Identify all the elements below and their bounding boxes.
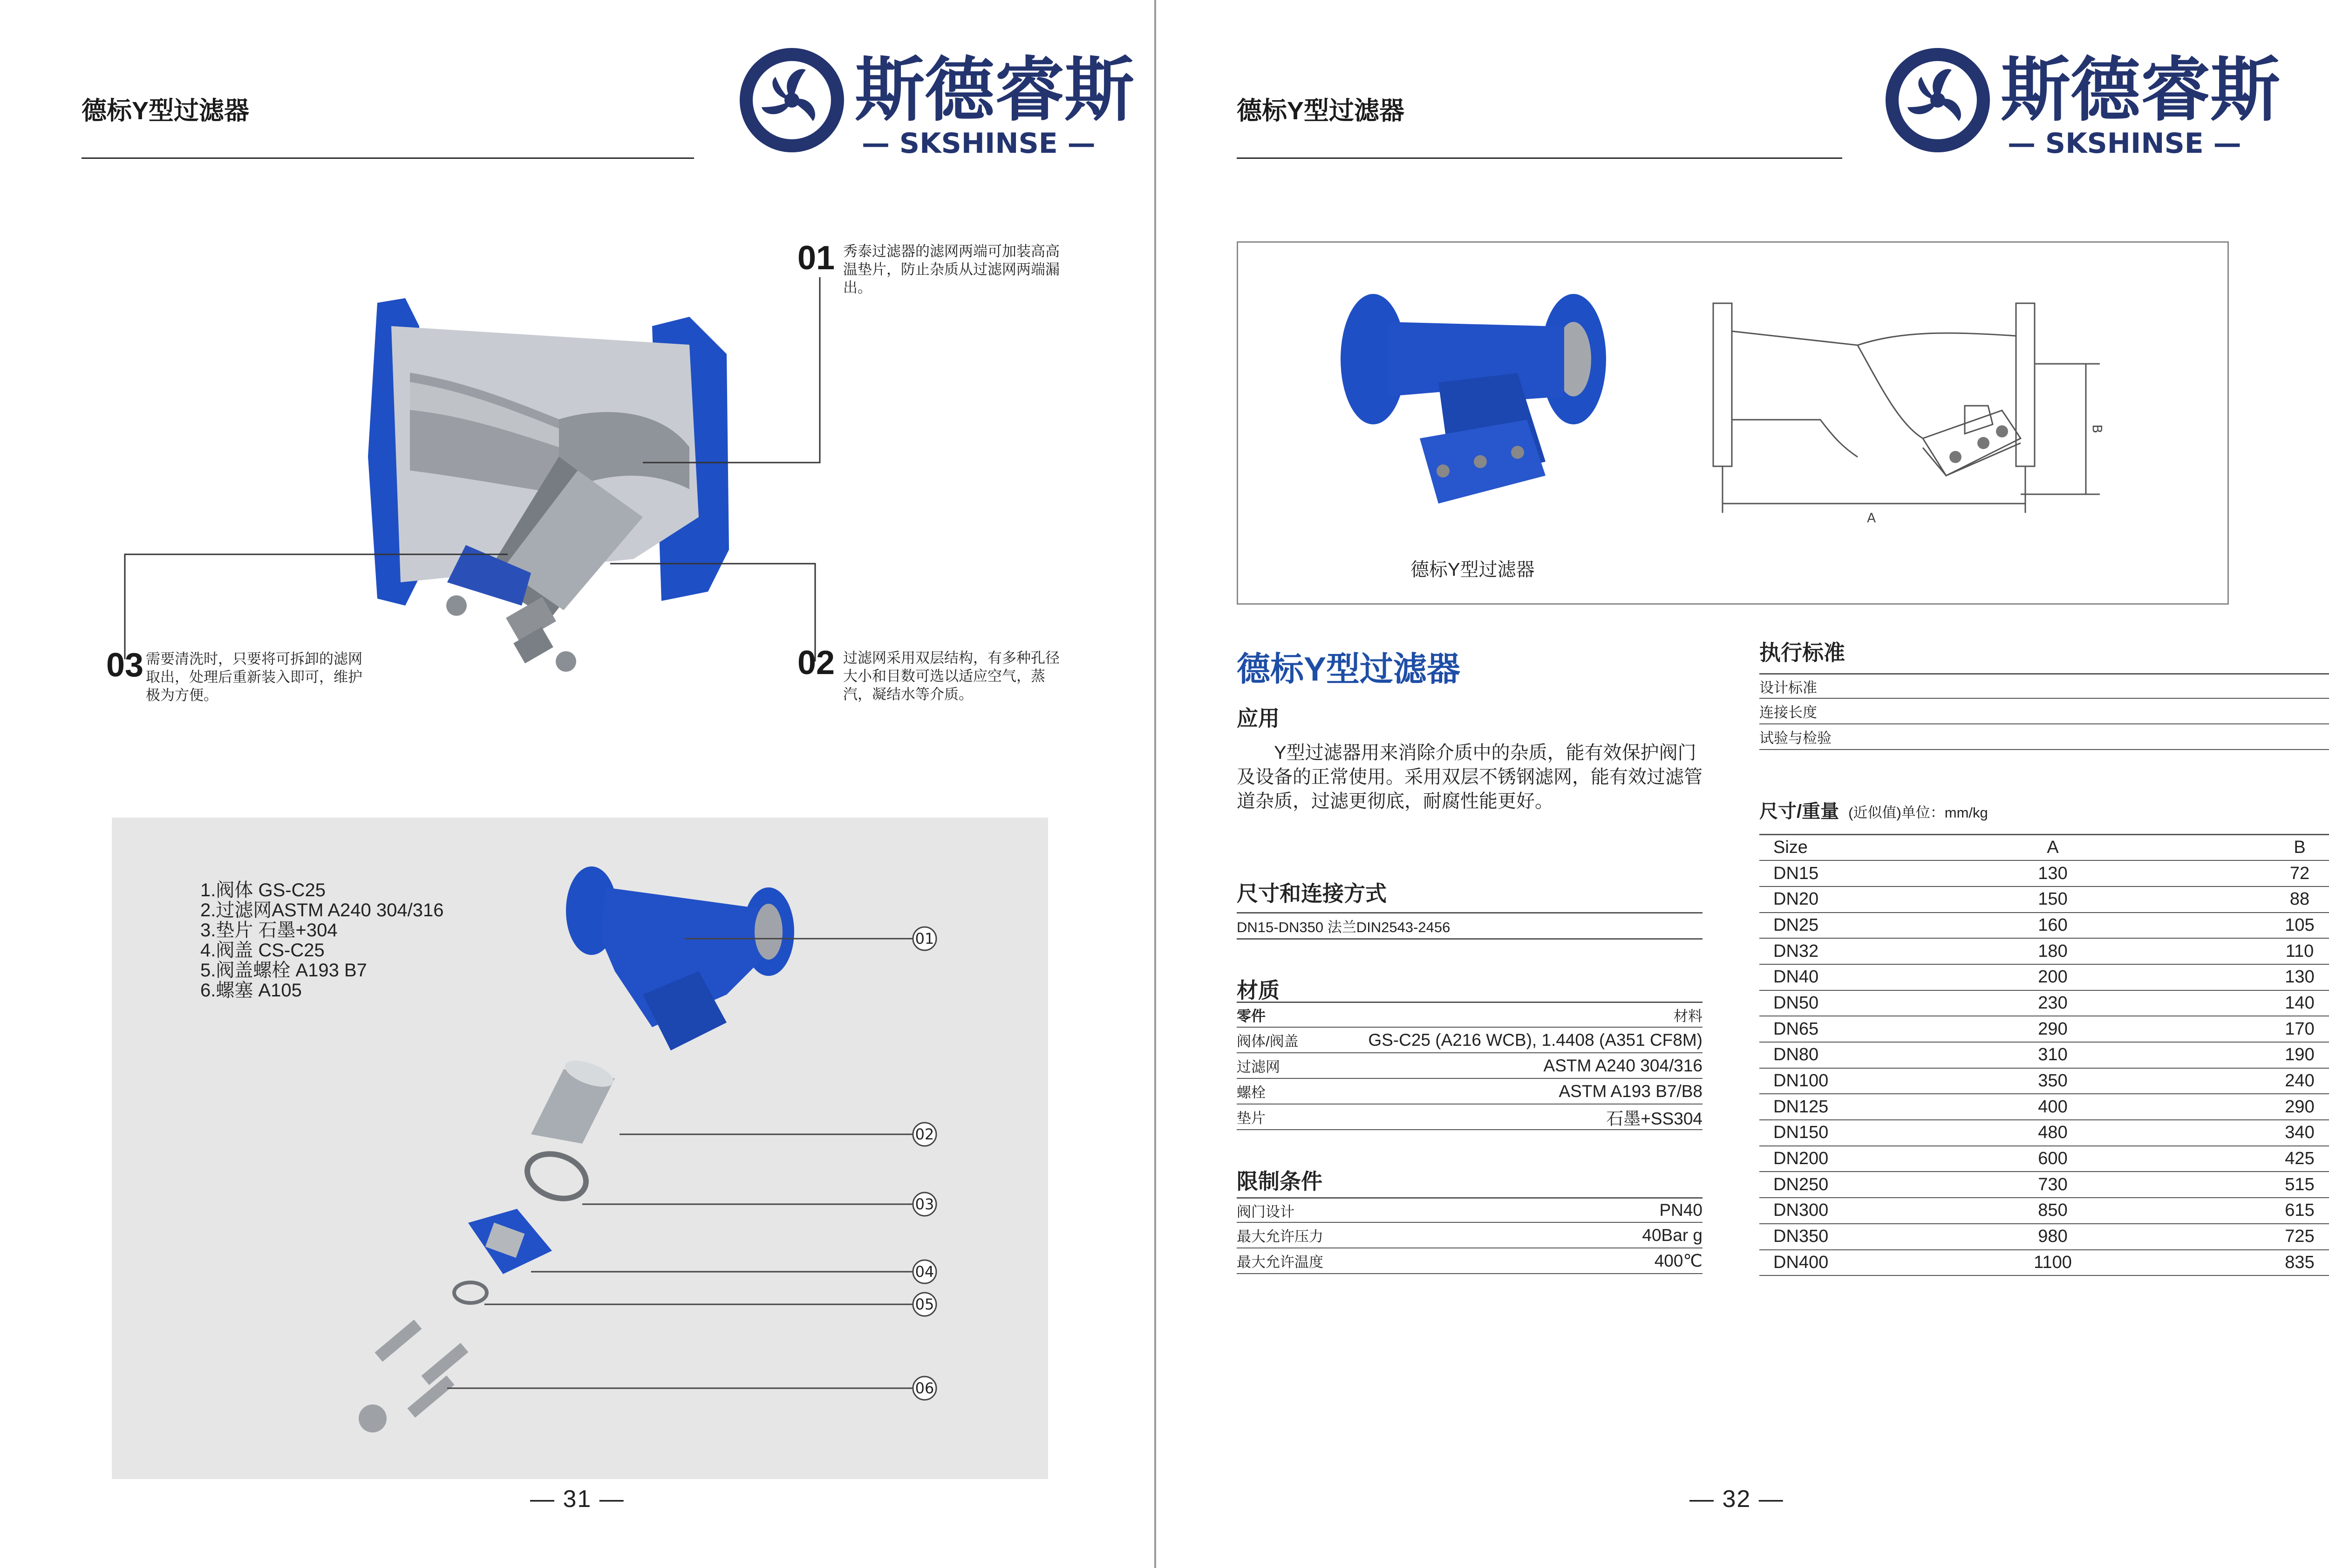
parts-list-item: 6.螺塞 A105 (200, 980, 302, 1001)
cell-b: 725 (2146, 1224, 2329, 1250)
table-row (1759, 938, 2329, 964)
cell-a: 160 (1960, 913, 2146, 939)
table-row (1759, 1068, 2329, 1094)
materials-header-part: 零件 (1237, 1008, 1266, 1024)
table-row (1759, 990, 2329, 1016)
materials-row (1237, 1079, 1702, 1104)
part-marker: 04 (915, 1263, 934, 1281)
cell-a: 350 (1960, 1068, 2146, 1094)
product-figure-box (1237, 241, 2229, 605)
materials-row (1237, 1053, 1702, 1079)
cell-a: 150 (1960, 886, 2146, 913)
limits-value: PN40 (1659, 1200, 1702, 1220)
cell-a: 980 (1960, 1224, 2146, 1250)
limits-row (1237, 1248, 1702, 1274)
cell-a: 180 (1960, 938, 2146, 964)
materials-part: 过滤网 (1237, 1059, 1280, 1075)
page-number: — 32 — (1689, 1486, 1784, 1513)
table-row (1759, 1016, 2329, 1042)
parts-list-item: 4.阀盖 CS-C25 (200, 940, 325, 961)
part-marker: 05 (915, 1295, 934, 1313)
cell-a: 130 (1960, 860, 2146, 886)
table-row (1759, 860, 2329, 886)
dimension-drawing (1704, 271, 2170, 559)
table-row (1759, 1120, 2329, 1146)
materials-row (1237, 1104, 1702, 1130)
cell-size: DN32 (1759, 938, 1960, 964)
cell-b: 105 (2146, 913, 2329, 939)
materials-row (1237, 1028, 1702, 1053)
table-row (1759, 1042, 2329, 1068)
dimension-label-b: B (2090, 424, 2105, 434)
cell-b: 615 (2146, 1198, 2329, 1224)
materials-heading: 材质 (1237, 978, 1280, 1002)
dimensions-table (1759, 834, 2329, 1276)
cell-b: 290 (2146, 1094, 2329, 1120)
standards-row (1759, 699, 2329, 724)
limits-row (1237, 1197, 1702, 1223)
limits-value: 400℃ (1654, 1251, 1702, 1270)
table-row (1759, 1094, 2329, 1120)
cell-a: 230 (1960, 990, 2146, 1016)
cell-a: 730 (1960, 1172, 2146, 1198)
parts-list-item: 2.过滤网ASTM A240 304/316 (200, 900, 444, 920)
callout-text-01: 秀泰过滤器的滤网两端可加装高高温垫片，防止杂质从过滤网两端漏出。 (843, 243, 1060, 296)
connection-rule-top (1237, 912, 1702, 914)
parts-list-item: 3.垫片 石墨+304 (200, 920, 338, 941)
cell-size: DN200 (1759, 1146, 1960, 1172)
standards-label: 试验与检验 (1759, 730, 1832, 746)
part-marker: 02 (915, 1125, 934, 1143)
materials-header-material: 材料 (1674, 1008, 1702, 1024)
limits-label: 最大允许温度 (1237, 1254, 1323, 1270)
cell-size: DN250 (1759, 1172, 1960, 1198)
cell-b: 340 (2146, 1120, 2329, 1146)
logo-subtitle: — SKSHINSE — (862, 127, 1096, 160)
application-heading: 应用 (1237, 706, 1280, 730)
callout-number-03: 03 (106, 647, 144, 684)
cell-b: 170 (2146, 1016, 2329, 1042)
table-row (1759, 1224, 2329, 1250)
limits-row (1237, 1223, 1702, 1248)
cell-size: DN40 (1759, 964, 1960, 990)
callout-number-01: 01 (797, 239, 835, 277)
materials-table (1237, 1002, 1702, 1130)
dimensions-title: 尺寸/重量 (1759, 801, 1839, 822)
connection-heading: 尺寸和连接方式 (1237, 881, 1387, 906)
limits-heading: 限制条件 (1237, 1169, 1322, 1193)
standards-heading: 执行标准 (1759, 641, 1845, 665)
table-row (1759, 1250, 2329, 1276)
cell-b: 190 (2146, 1042, 2329, 1068)
cell-b: 110 (2146, 938, 2329, 964)
cell-size: DN300 (1759, 1198, 1960, 1224)
logo-subtitle: — SKSHINSE — (2008, 127, 2241, 160)
page-31 (0, 0, 1154, 1568)
brand-logo (727, 37, 1135, 168)
dimensions-header-row (1759, 835, 2329, 861)
table-row (1759, 1146, 2329, 1172)
part-marker: 03 (915, 1195, 934, 1213)
connection-text: DN15-DN350 法兰DIN2543-2456 (1237, 915, 1702, 940)
logo-title: 斯德睿斯 (855, 50, 1135, 131)
cell-a: 850 (1960, 1198, 2146, 1224)
cell-size: DN150 (1759, 1120, 1960, 1146)
standards-row (1759, 724, 2329, 750)
cell-b: 72 (2146, 860, 2329, 886)
page-number: — 31 — (530, 1486, 625, 1513)
callout-text-03: 需要清洗时，只要将可拆卸的滤网取出，处理后重新装入即可，维护极为方便。 (146, 651, 362, 703)
cell-size: DN20 (1759, 886, 1960, 913)
callout-number-02: 02 (797, 644, 835, 682)
cell-size: DN350 (1759, 1224, 1960, 1250)
limits-label: 阀门设计 (1237, 1203, 1294, 1220)
standards-row (1759, 673, 2329, 699)
materials-part: 螺栓 (1237, 1084, 1266, 1101)
cell-size: DN15 (1759, 860, 1960, 886)
cell-b: 240 (2146, 1068, 2329, 1094)
table-row (1759, 1198, 2329, 1224)
standards-label: 设计标准 (1759, 679, 1817, 696)
product-title: 德标Y型过滤器 (1237, 651, 1461, 688)
materials-part: 垫片 (1237, 1110, 1266, 1126)
limits-label: 最大允许压力 (1237, 1228, 1323, 1245)
standards-table (1759, 673, 2329, 750)
header-rule (82, 157, 694, 159)
cell-a: 1100 (1960, 1250, 2146, 1276)
column-header-b: B (2146, 835, 2329, 861)
header-title: 德标Y型过滤器 (1237, 97, 1405, 125)
callout-text-02: 过滤网采用双层结构，有多种孔径大小和目数可选以适应空气，蒸汽，凝结水等介质。 (843, 650, 1060, 702)
cell-size: DN65 (1759, 1016, 1960, 1042)
brand-logo (1873, 37, 2281, 168)
cell-b: 835 (2146, 1250, 2329, 1276)
cell-a: 310 (1960, 1042, 2146, 1068)
limits-table (1237, 1197, 1702, 1274)
connection-row (1237, 915, 1702, 940)
cell-b: 140 (2146, 990, 2329, 1016)
materials-value: ASTM A193 B7/B8 (1559, 1081, 1702, 1101)
cell-size: DN125 (1759, 1094, 1960, 1120)
cell-size: DN100 (1759, 1068, 1960, 1094)
cell-a: 400 (1960, 1094, 2146, 1120)
table-row (1759, 1172, 2329, 1198)
standards-label: 连接长度 (1759, 704, 1817, 721)
cell-size: DN25 (1759, 913, 1960, 939)
part-marker: 06 (915, 1379, 934, 1397)
materials-header-row (1237, 1002, 1702, 1028)
dimensions-heading (1759, 797, 1988, 823)
table-row (1759, 913, 2329, 939)
cell-size: DN400 (1759, 1250, 1960, 1276)
cell-b: 425 (2146, 1146, 2329, 1172)
cell-a: 290 (1960, 1016, 2146, 1042)
cell-size: DN80 (1759, 1042, 1960, 1068)
dimensions-note: (近似值)单位：mm/kg (1848, 804, 1988, 821)
cell-a: 600 (1960, 1146, 2146, 1172)
parts-list-item: 1.阀体 GS-C25 (200, 880, 326, 900)
dimensions-body (1759, 860, 2329, 1275)
application-text (1237, 741, 1702, 813)
cell-b: 130 (2146, 964, 2329, 990)
cell-a: 200 (1960, 964, 2146, 990)
application-text-body: Y型过滤器用来消除介质中的杂质，能有效保护阀门及设备的正常使用。采用双层不锈钢滤网，能有效过滤管道杂质，过滤更彻底，耐腐性能更好。 (1237, 743, 1702, 811)
exploded-parts-panel (112, 818, 1048, 1479)
table-row (1759, 886, 2329, 913)
table-row (1759, 964, 2329, 990)
cell-b: 88 (2146, 886, 2329, 913)
materials-value: GS-C25 (A216 WCB), 1.4408 (A351 CF8M) (1368, 1030, 1702, 1050)
cell-size: DN50 (1759, 990, 1960, 1016)
parts-list-item: 5.阀盖螺栓 A193 B7 (200, 960, 367, 981)
column-header-size: Size (1759, 835, 1960, 861)
logo-title: 斯德睿斯 (2001, 50, 2281, 131)
column-header-a: A (1960, 835, 2146, 861)
logo-graphic (727, 37, 1135, 168)
logo-graphic (1873, 37, 2281, 168)
materials-value: ASTM A240 304/316 (1543, 1056, 1702, 1075)
materials-part: 阀体/阀盖 (1237, 1033, 1299, 1050)
limits-value: 40Bar g (1642, 1225, 1702, 1245)
page-32 (1156, 0, 2315, 1568)
cell-b: 515 (2146, 1172, 2329, 1198)
photo-caption: 德标Y型过滤器 (1410, 559, 1535, 580)
exploded-view (112, 818, 1048, 1479)
materials-value: 石墨+SS304 (1606, 1109, 1702, 1128)
cell-a: 480 (1960, 1120, 2146, 1146)
header-title: 德标Y型过滤器 (82, 97, 250, 125)
header-rule (1237, 157, 1842, 159)
dimension-label-a: A (1867, 510, 1876, 525)
part-marker: 01 (915, 930, 934, 948)
